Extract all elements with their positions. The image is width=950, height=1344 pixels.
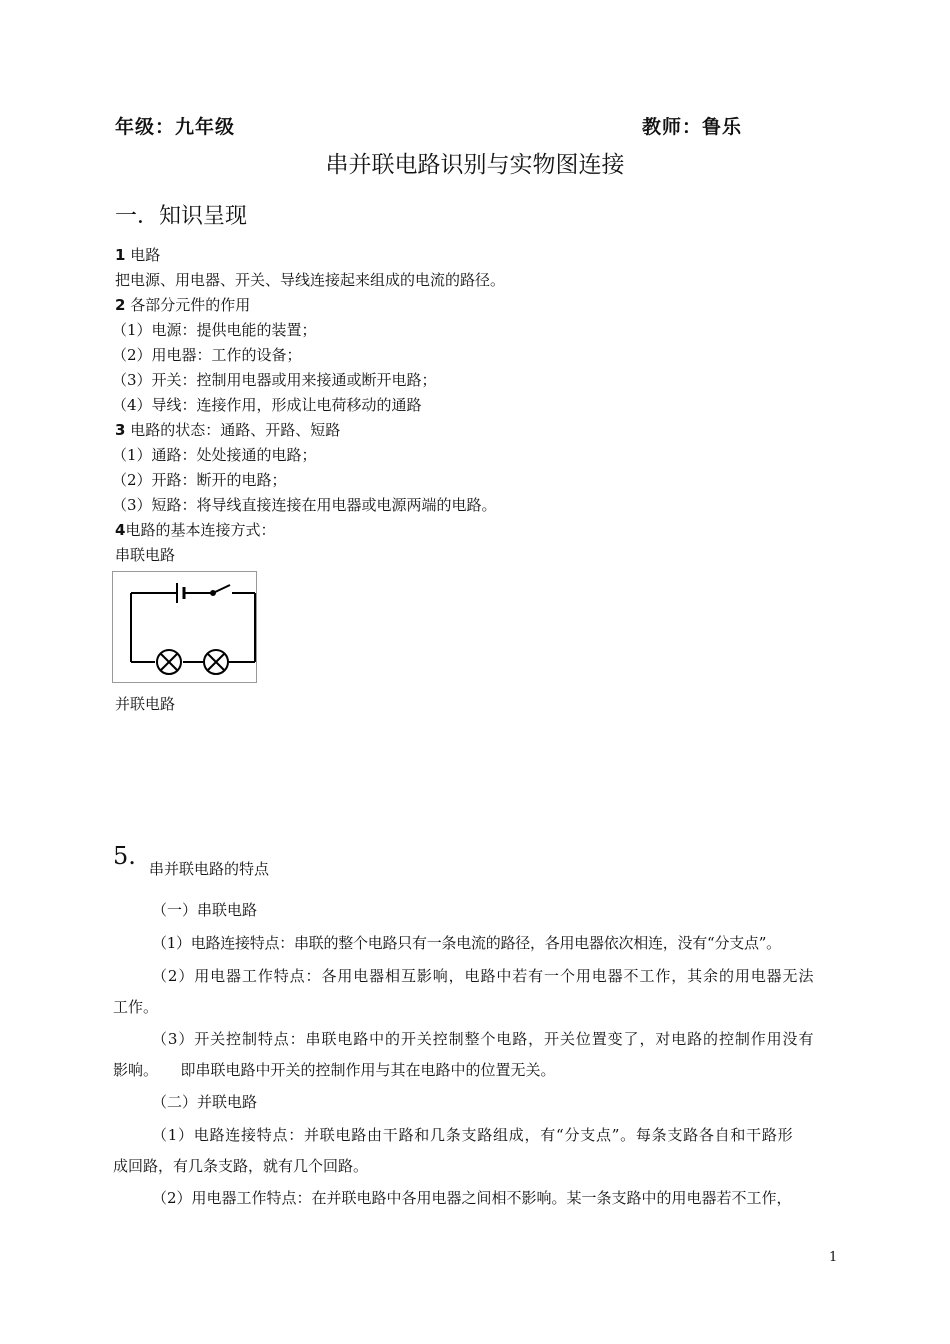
text-line: （1）通路：处处接通的电路； [112, 446, 317, 464]
series-label: 串联电路 [115, 546, 176, 564]
text-line: （4）导线：连接作用，形成让电荷移动的通路 [112, 396, 422, 414]
text-line: 把电源、用电器、开关、导线连接起来组成的电流的路径。 [115, 271, 506, 289]
text-line: （2）开路：断开的电路； [112, 471, 287, 489]
paragraph-line: （3）开关控制特点：串联电路中的开关控制整个电路，开关位置变了，对电路的控制作用没有 [152, 1030, 815, 1048]
item-number: 1 [115, 246, 126, 264]
item-number: 3 [115, 421, 126, 439]
item-text: 电路的基本连接方式： [125, 521, 276, 539]
item-text: 电路的状态：通路、开路、短路 [130, 421, 341, 439]
item-number: 2 [115, 296, 126, 314]
paragraph-line: （2）用电器工作特点：在并联电路中各用电器之间相不影响。某一条支路中的用电器若不工作， [152, 1189, 792, 1207]
paragraph-line: （1）电路连接特点：并联电路由干路和几条支路组成，有“分支点”。每条支路各自和干路形 [152, 1126, 794, 1144]
item-states [115, 420, 340, 440]
text-line: （2）用电器：工作的设备； [112, 346, 302, 364]
item-connection [115, 520, 275, 540]
series-circuit-icon [113, 572, 256, 682]
section-heading: 一．知识呈现 [115, 204, 248, 229]
series-heading: （一）串联电路 [152, 901, 258, 919]
series-circuit-diagram [112, 571, 257, 683]
paragraph-line: （2）用电器工作特点：各用电器相互影响，电路中若有一个用电器不工作，其余的用电器无法 [152, 967, 815, 985]
parallel-heading: （二）并联电路 [152, 1093, 258, 1111]
text-line: （3）短路：将导线直接连接在用电器或电源两端的电路。 [112, 496, 497, 514]
item-components [115, 295, 250, 315]
document-title: 串并联电路识别与实物图连接 [325, 152, 625, 178]
teacher-label: 教师：鲁乐 [642, 116, 743, 138]
paragraph-line: 工作。 [113, 998, 159, 1016]
item-text: 各部分元件的作用 [130, 296, 251, 314]
text-line: （3）开关：控制用电器或用来接通或断开电路； [112, 371, 437, 389]
parallel-label: 并联电路 [115, 695, 176, 713]
paragraph-line: 影响。 即串联电路中开关的控制作用与其在电路中的位置无关。 [113, 1061, 556, 1079]
paragraph-line: （1）电路连接特点：串联的整个电路只有一条电流的路径，各用电器依次相连，没有“分支点”。 [152, 934, 781, 952]
section-number: 5. [113, 842, 136, 870]
grade-label: 年级：九年级 [115, 116, 236, 138]
item-text: 电路 [130, 246, 161, 264]
item-number: 4 [115, 521, 126, 539]
paragraph-line: 成回路，有几条支路，就有几个回路。 [113, 1157, 369, 1175]
page-number: 1 [829, 1250, 838, 1265]
item-circuit [115, 245, 160, 265]
text-line: （1）电源：提供电能的装置； [112, 321, 317, 339]
section-title: 串并联电路的特点 [149, 860, 270, 878]
